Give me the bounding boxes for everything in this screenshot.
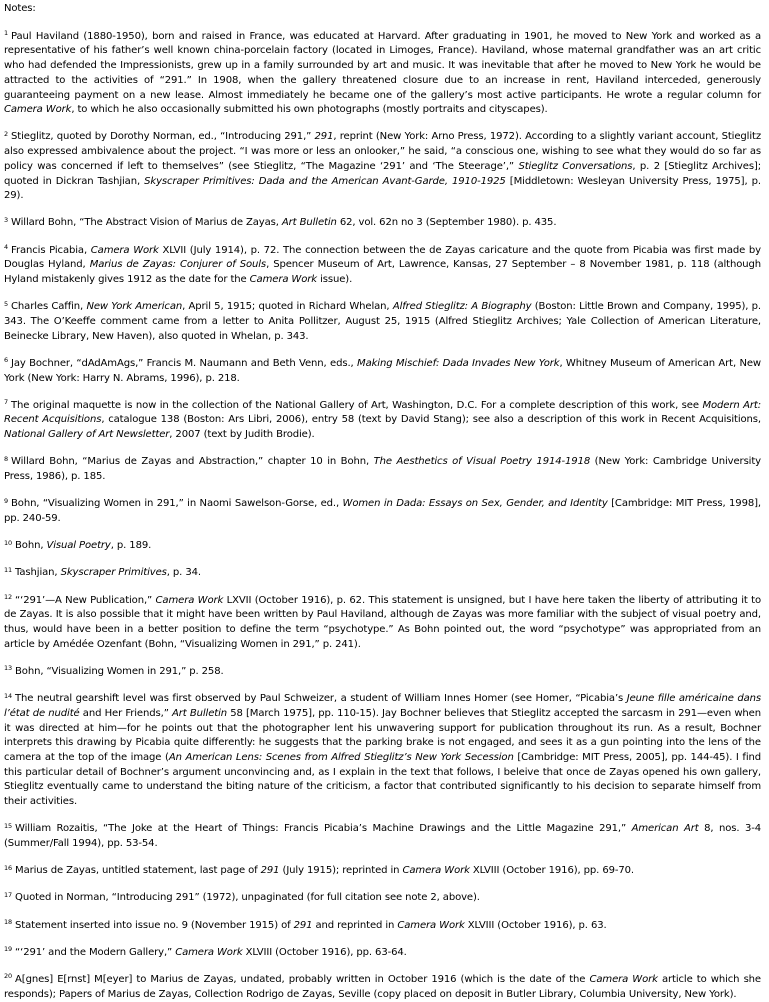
footnote-3 — [4, 216, 761, 231]
footnote-12 — [4, 594, 761, 653]
footnote-text: Quoted in Norman, “Introducing 291” (1972), unpaginated (for full citation see note 2, above). — [15, 892, 480, 904]
footnote-text: , to which he also occasionally submitted his own photographs (mostly portraits and cityscapes). — [71, 104, 548, 116]
footnote-1 — [4, 30, 761, 118]
footnote-2 — [4, 130, 761, 204]
footnote-text: [Cambridge: MIT Press, 2005], pp. 144-45). I find this particular detail of Bochner’s argument unconvincing and, as I explain in the text that follows, I beleive that once de Zayas opened his own gallery, Stieglitz eventually came to understand the biting nature of the criticism, a factor that contributed significantly to his decision to separate himself from their activities. — [4, 751, 761, 808]
footnote-text: The neutral gearshift level was first observed by Paul Schweizer, a student of William Innes Homer (see Homer, “Picabia’s — [15, 693, 627, 705]
footnote-text: , April 5, 1915; quoted in Richard Whelan, — [182, 301, 393, 313]
footnote-17 — [4, 891, 761, 906]
footnote-number: 7 — [4, 398, 9, 407]
footnote-text: (Boston: Little Brown and Company, 1995), p. 343. The O’Keeffe comment came from a letter to Anita Pollitzer, August 25, 1915 (Alfred Stieglitz Archives; Yale Collection of American Literature, Beinecke Library, New Haven), also quoted in Whelan, p. 343. — [4, 301, 762, 342]
footnote-10 — [4, 539, 761, 554]
italic-title: Camera Work — [402, 865, 470, 877]
footnote-number: 17 — [4, 890, 13, 899]
italic-title: Camera Work — [589, 973, 658, 985]
footnote-text: Willard Bohn, “Marius de Zayas and Abstraction,” chapter 10 in Bohn, — [11, 456, 374, 468]
italic-title: Camera Work — [397, 919, 465, 931]
italic-title: Alfred Stieglitz: A Biography — [392, 301, 532, 313]
footnote-text: “‘291’ and the Modern Gallery,” — [15, 946, 176, 958]
footnote-text: Francis Picabia, — [11, 244, 91, 256]
footnote-text: article to which she responds); Papers of Marius de Zayas, Collection Rodrigo de Zayas, Seville (copy placed on deposit in Butler Library, Columbia University, New York). — [4, 973, 761, 1000]
footnote-text: Willard Bohn, “The Abstract Vision of Marius de Zayas, — [11, 217, 282, 229]
footnote-number: 5 — [4, 299, 9, 308]
footnote-number: 20 — [4, 972, 13, 981]
footnote-7 — [4, 399, 761, 443]
footnote-text: XLVIII (October 1916), p. 63. — [464, 919, 607, 931]
footnote-text: Bohn, “Visualizing Women in 291,” p. 258. — [15, 665, 224, 677]
footnote-number: 12 — [4, 593, 13, 602]
footnote-text: XLVIII (October 1916), pp. 69-70. — [469, 865, 634, 877]
footnote-text: 62, vol. 62n no 3 (September 1980). p. 435. — [336, 217, 557, 229]
italic-title: Camera Work — [155, 594, 224, 606]
italic-title: Camera Work — [90, 244, 159, 256]
footnote-text: , p. 189. — [110, 540, 152, 552]
footnote-number: 16 — [4, 863, 13, 872]
footnote-number: 8 — [4, 454, 9, 463]
footnote-text: Charles Caffin, — [11, 301, 87, 313]
footnote-number: 4 — [4, 243, 9, 252]
italic-title: American Art — [631, 823, 699, 835]
footnote-text: issue). — [317, 274, 353, 286]
italic-title: Making Mischief: Dada Invades New York — [357, 357, 560, 369]
footnote-text: , p. 34. — [166, 567, 201, 579]
footnote-15 — [4, 822, 761, 851]
footnote-text: Jay Bochner, “dAdAmAgs,” Francis M. Naumann and Beth Venn, eds., — [11, 357, 358, 369]
footnote-16 — [4, 864, 761, 879]
footnote-4 — [4, 244, 761, 288]
notes-heading: Notes: — [4, 3, 36, 14]
footnote-number: 11 — [4, 565, 13, 574]
footnote-number: 13 — [4, 664, 13, 673]
italic-title: Camera Work — [175, 946, 243, 958]
footnote-text: The original maquette is now in the collection of the National Gallery of Art, Washington, D.C. For a complete description of this work, see — [11, 399, 703, 411]
footnote-text: , 2007 (text by Judith Brodie). — [169, 429, 315, 441]
footnote-13 — [4, 665, 761, 680]
footnote-11 — [4, 566, 761, 581]
footnote-text: Stieglitz, quoted by Dorothy Norman, ed., “Introducing 291,” — [11, 131, 315, 143]
footnote-number: 14 — [4, 691, 13, 700]
footnote-number: 6 — [4, 356, 9, 365]
footnote-number: 1 — [4, 29, 9, 38]
footnote-text: Statement inserted into issue no. 9 (November 1915) of — [15, 919, 294, 931]
italic-title: Camera Work — [249, 274, 317, 286]
footnote-text: LXVII (October 1916), p. 62. This statement is unsigned, but I have here taken the liberty of attributing it to de Zayas. It is also possible that it might have been written by Paul Haviland, although de Zayas was more familiar with the subject of visual poetry and, thus, would have been in a better position to define the term “psychotype.” As Bohn pointed out, the word “psychotype” was appropriated from an article by Amédée Ozenfant (Bohn, “Visualizing Women in 291,” p. 241). — [4, 594, 761, 650]
italic-title: Skyscraper Primitives: Dada and the American Avant-Garde, 1910-1925 — [144, 175, 506, 187]
footnote-8 — [4, 455, 761, 484]
footnote-text: , reprint (New York: Arno Press, 1972). According to a slightly variant account, Stieglitz also expressed ambivalence about the project. “I was more or less an onlooker,” he said, “a conscious one, wishing to see what they would do so far as policy was concerned if left to themselves” (see Stieglitz, “The Magazine ‘291’ and ‘The Steerage’,” — [4, 131, 761, 172]
italic-title: 291 — [260, 865, 280, 877]
notes-list — [4, 30, 761, 1002]
footnote-text: and reprinted in — [312, 919, 398, 931]
italic-title: Jeune fille américaine dans l’état de nudité — [4, 693, 762, 719]
footnote-6 — [4, 357, 761, 386]
footnote-text: , catalogue 138 (Boston: Ars Libri, 2006), entry 58 (text by David Stang); see also a description of this work in Recent Acquisitions, — [101, 414, 761, 426]
footnote-18 — [4, 919, 761, 934]
footnote-text: Bohn, “Visualizing Women in 291,” in Naomi Sawelson-Gorse, ed., — [11, 498, 343, 510]
italic-title: Modern Art: Recent Acquisitions — [4, 399, 762, 426]
italic-title: The Aesthetics of Visual Poetry 1914-1918 — [373, 456, 591, 468]
italic-title: Camera Work — [4, 104, 72, 116]
footnote-text: and Her Friends,” — [79, 707, 173, 719]
italic-title: National Gallery of Art Newsletter — [4, 429, 170, 441]
footnote-text: XLVIII (October 1916), pp. 63-64. — [242, 946, 407, 958]
footnote-text: A[gnes] E[rnst] M[eyer] to Marius de Zayas, undated, probably written in October 1916 (which is the date of the — [15, 973, 590, 985]
footnote-19 — [4, 946, 761, 961]
footnote-text: [Middletown: Wesleyan University Press, 1975], p. 29). — [4, 175, 761, 202]
footnote-number: 2 — [4, 129, 9, 138]
footnote-text: Paul Haviland (1880-1950), born and raised in France, was educated at Harvard. After graduating in 1901, he moved to New York and worked as a representative of his father’s well known china-porcelain factory (located in Limoges, France). Haviland, whose maternal grandfather was an art critic who had defended the Impressionists, grew up in a family surrounded by art and music. It was inevitable that after he moved to New York he would be attracted to the activities of “291.” In 1908, when the gallery threatened closure due to an increase in rent, Haviland interceded, generously guaranteeing payment on a new lease. Almost immediately he became one of the gallery’s most active participants. He wrote a regular column for — [4, 30, 761, 101]
footnote-text: William Rozaitis, “The Joke at the Heart of Things: Francis Picabia’s Machine Drawings and the Little Magazine 291,” — [15, 823, 632, 835]
footnote-text: Tashjian, — [15, 567, 61, 579]
footnote-number: 18 — [4, 918, 13, 927]
footnote-number: 19 — [4, 945, 13, 954]
footnote-text: Bohn, — [15, 540, 47, 552]
footnote-text: [Cambridge: MIT Press, 1998], pp. 240-59. — [4, 498, 761, 524]
footnote-number: 3 — [4, 215, 9, 224]
italic-title: An American Lens: Scenes from Alfred Stieglitz’s New York Secession — [168, 751, 514, 763]
italic-title: Marius de Zayas: Conjurer of Souls — [89, 259, 267, 271]
footnote-text: XLVII (July 1914), p. 72. The connection between the de Zayas caricature and the quote from Picabia was first made by Douglas Hyland, — [4, 244, 761, 271]
italic-title: Visual Poetry — [46, 540, 111, 552]
italic-title: New York American — [86, 301, 183, 313]
footnote-text: (New York: Cambridge University Press, 1986), p. 185. — [4, 456, 761, 483]
italic-title: 291 — [293, 919, 313, 931]
footnote-number: 9 — [4, 496, 9, 505]
italic-title: 291 — [314, 131, 334, 143]
footnote-number: 15 — [4, 821, 13, 830]
footnote-text: 8, nos. 3-4 (Summer/Fall 1994), pp. 53-54. — [4, 823, 761, 849]
footnote-9 — [4, 497, 761, 526]
italic-title: Women in Dada: Essays on Sex, Gender, and Identity — [342, 498, 608, 510]
footnote-text: Marius de Zayas, untitled statement, last page of — [15, 865, 261, 877]
italic-title: Art Bulletin — [172, 707, 227, 719]
footnote-20 — [4, 973, 761, 1002]
italic-title: Stieglitz Conversations — [518, 160, 633, 172]
footnote-number: 10 — [4, 538, 13, 547]
footnote-text: 58 [March 1975], pp. 110-15). Jay Bochner believes that Stieglitz accepted the sarcasm in 291—even when it was directed at him—for he points out that the photographer lent his unwavering support for publication throughout its run. As a result, Bochner interprets this drawing by Picabia quite differently: he suggests that the parking brake is not engaged, and sees it as a gun pointing into the lens of the camera at the top of the image ( — [4, 707, 761, 763]
footnote-text: “‘291’—A New Publication,” — [15, 594, 156, 606]
footnote-text: (July 1915); reprinted in — [279, 865, 403, 877]
footnote-text: , p. 2 [Stieglitz Archives]; quoted in Dickran Tashjian, — [4, 160, 761, 187]
footnote-14 — [4, 692, 761, 810]
italic-title: Skyscraper Primitives — [60, 567, 167, 579]
footnote-text: , Spencer Museum of Art, Lawrence, Kansas, 27 September – 8 November 1981, p. 118 (although Hyland mistakenly gives 1912 as the date for the — [4, 259, 762, 286]
footnote-text: , Whitney Museum of American Art, New York (New York: Harry N. Abrams, 1996), p. 218. — [4, 357, 762, 384]
footnote-5 — [4, 300, 761, 344]
italic-title: Art Bulletin — [281, 217, 337, 229]
